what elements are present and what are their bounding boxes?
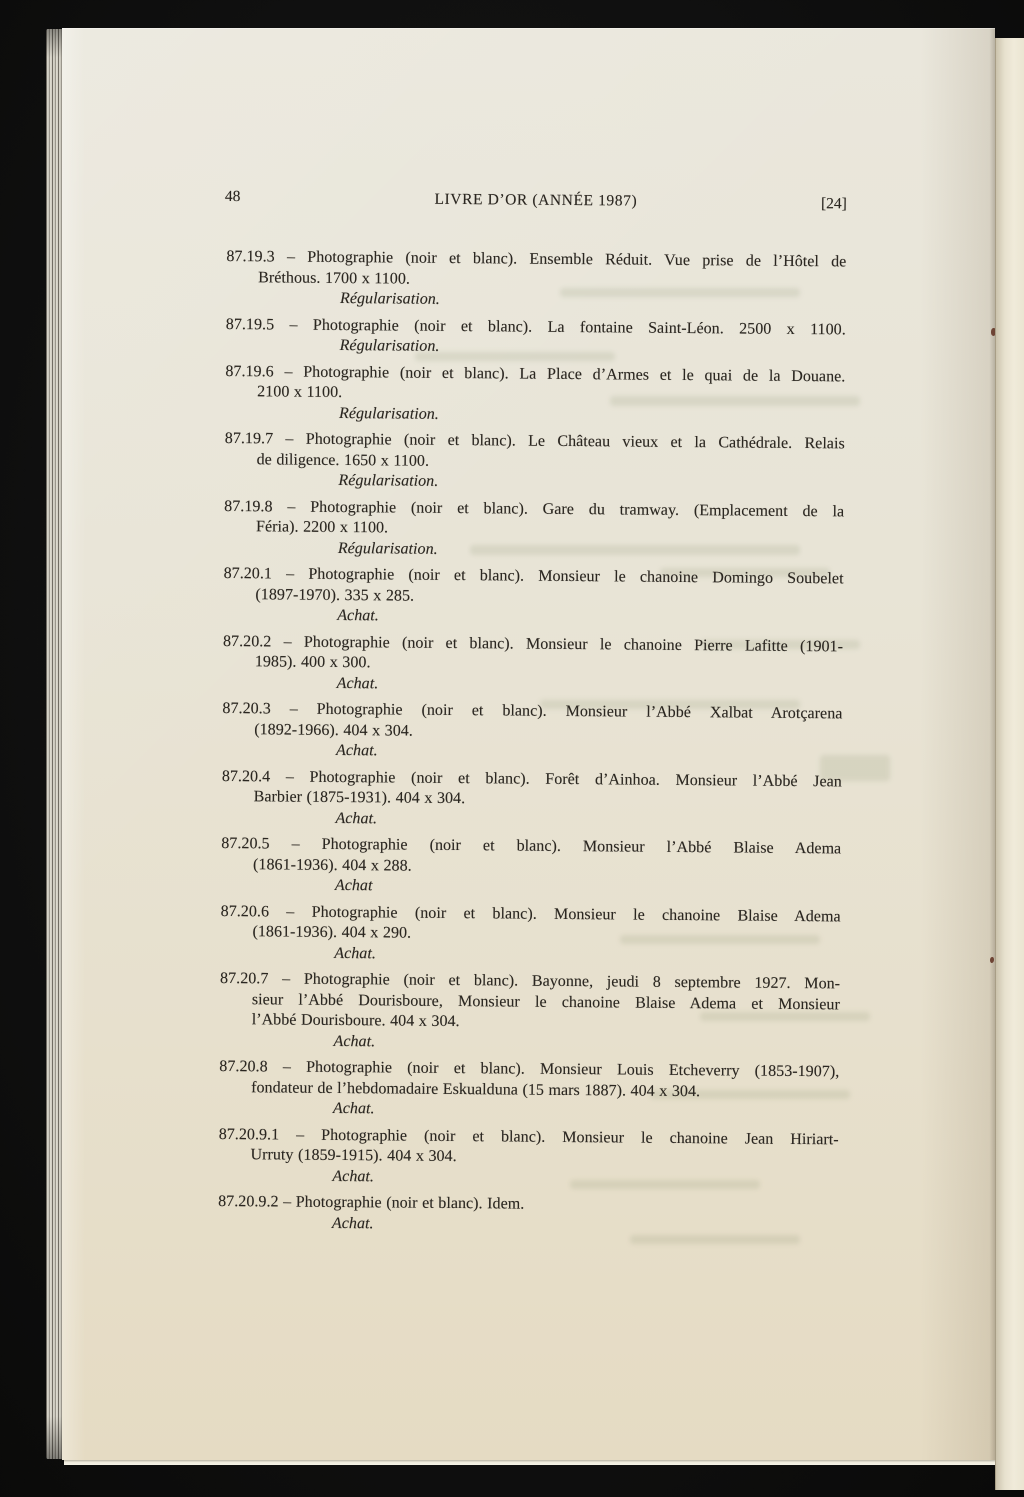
entry-description: Photographie (noir et blanc). Monsieur le chanoine Blaise Adema [311, 903, 841, 925]
entry-separator: – [268, 970, 304, 988]
entry-description: Photographie (noir et blanc). Monsieur Louis Etcheverry (1853-1907), [306, 1058, 840, 1081]
entry-line: 2100 x 1100. [257, 383, 343, 402]
catalog-entry [221, 834, 842, 901]
entry-acquisition-note: Achat. [335, 809, 378, 827]
entry-description: Photographie (noir et blanc). Monsieur le chanoine Domingo Soubelet [308, 565, 844, 588]
entry-description: Photographie (noir et blanc). Monsieur l’Abbé Xalbat Arotçarena [316, 700, 843, 723]
entry-number: 87.20.9.2 [218, 1192, 279, 1211]
entry-description: Photographie (noir et blanc). La Place d’Armes et le quai de la Douane. [303, 363, 846, 385]
entry-description: Photographie (noir et blanc). Monsieur l’Abbé Blaise Adema [321, 835, 842, 858]
page-number: 48 [224, 187, 241, 206]
entry-number: 87.20.2 [222, 632, 272, 650]
catalog-entry [223, 631, 844, 698]
entry-separator: – [270, 767, 310, 786]
entry-description: Photographie (noir et blanc). La fontaine Saint-Léon. 2500 x 1100. [312, 316, 846, 338]
entry-line: Féria). 2200 x 1100. [255, 518, 389, 537]
entry-acquisition-note: Achat. [334, 944, 377, 962]
entry-line: (1861-1936). 404 x 290. [252, 923, 412, 942]
entry-description: Photographie (noir et blanc). Gare du tramway. (Emplacement de la [310, 498, 845, 520]
catalog-entry [226, 247, 847, 314]
entry-acquisition-note: Achat. [332, 1167, 375, 1185]
entry-acquisition-note: Régularisation. [338, 471, 439, 490]
catalog-entry [222, 699, 843, 766]
entry-number: 87.20.8 [219, 1057, 268, 1076]
entry-line: (1892-1966). 404 x 304. [254, 720, 413, 740]
catalog-entry [219, 1057, 840, 1124]
entry-number: 87.20.6 [220, 902, 270, 920]
entry-separator: – [267, 1058, 307, 1076]
entry-number: 87.19.6 [225, 362, 274, 380]
entry-line: (1861-1936). 404 x 288. [253, 855, 412, 875]
catalog-entry [224, 496, 845, 563]
entry-number: 87.20.9.1 [218, 1125, 280, 1143]
printed-text-block [51, 27, 996, 1467]
entry-description: Photographie (noir et blanc). Ensemble Réduit. Vue prise de l’Hôtel de [307, 248, 847, 271]
column-reference: [24] [820, 195, 847, 213]
entry-number: 87.20.4 [221, 767, 271, 785]
entry-acquisition-note: Régularisation. [339, 336, 440, 355]
entry-acquisition-note: Achat. [333, 1032, 376, 1050]
entry-number: 87.19.5 [225, 315, 275, 333]
entry-separator: – [271, 565, 309, 583]
catalog-entry [224, 429, 845, 496]
entry-acquisition-note: Achat. [332, 1099, 375, 1118]
entry-number: 87.20.7 [220, 969, 269, 988]
entries-list [218, 247, 847, 1244]
entry-line: l’Abbé Dourisboure. 404 x 304. [251, 1011, 460, 1031]
entry-acquisition-note: Achat. [336, 741, 378, 760]
entry-acquisition-note: Régularisation. [338, 404, 439, 423]
entry-acquisition-note: Achat. [336, 674, 379, 692]
entry-acquisition-note: Achat. [337, 606, 379, 625]
entry-separator: – [269, 835, 322, 853]
catalog-entry [220, 901, 841, 968]
catalog-entry [221, 766, 842, 833]
entry-line: sieur l’Abbé Dourisboure, Monsieur le chanoine Blaise Adema et Monsieur [251, 990, 840, 1013]
entry-separator: – [274, 248, 308, 266]
entry-separator: – [278, 1193, 296, 1211]
entry-number: 87.19.7 [224, 429, 274, 448]
entry-separator: – [279, 1125, 322, 1144]
running-title: LIVRE D’OR (ANNÉE 1987) [434, 190, 638, 210]
entry-line: (1897-1970). 335 x 285. [255, 585, 415, 605]
entry-line: fondateur de l’hebdomadaire Eskualduna (15 mars 1887). 404 x 304. [251, 1078, 701, 1100]
entry-description: Photographie (noir et blanc). Idem. [295, 1193, 525, 1213]
entry-description: Photographie (noir et blanc). Forêt d’Ainhoa. Monsieur l’Abbé Jean [309, 768, 842, 790]
catalog-entry [225, 361, 846, 428]
entry-separator: – [273, 430, 306, 448]
entry-description: Photographie (noir et blanc). Monsieur le chanoine Pierre Lafitte (1901- [303, 633, 844, 655]
entry-separator: – [274, 315, 314, 334]
catalog-entry [218, 1192, 838, 1238]
entry-line: Barbier (1875-1931). 404 x 304. [253, 788, 466, 808]
catalog-entry [218, 1124, 839, 1191]
page-header [225, 188, 847, 213]
entry-line [226, 314, 846, 340]
entry-number: 87.19.3 [226, 247, 275, 266]
entry-line: Urruty (1859-1915). 404 x 304. [250, 1146, 457, 1166]
catalog-entry [223, 564, 844, 631]
entry-separator: – [268, 902, 312, 921]
entry-line [218, 1192, 838, 1218]
entry-number: 87.20.1 [223, 564, 273, 583]
entry-description: Photographie (noir et blanc). Monsieur le chanoine Jean Hiriart- [321, 1126, 839, 1148]
entry-line: Bréthous. 1700 x 1100. [258, 268, 411, 288]
entry-separator: – [272, 497, 311, 516]
entry-acquisition-note: Achat. [331, 1214, 374, 1232]
entry-acquisition-note: Régularisation. [337, 539, 438, 558]
entry-number: 87.20.3 [222, 699, 271, 718]
next-page-edge [995, 38, 1024, 1490]
catalog-entry [219, 969, 840, 1056]
book-page [62, 28, 995, 1460]
entry-line: de diligence. 1650 x 1100. [256, 450, 430, 470]
entry-acquisition-note: Régularisation. [339, 289, 440, 308]
catalog-entry [226, 314, 846, 360]
foxing-speck [990, 957, 994, 963]
entry-acquisition-note: Achat [334, 876, 373, 895]
entry-description: Photographie (noir et blanc). Le Château vieux et la Cathédrale. Relais [305, 430, 845, 453]
entry-line: 1985). 400 x 300. [254, 653, 371, 672]
entry-separator: – [273, 362, 304, 381]
entry-number: 87.19.8 [224, 497, 273, 515]
entry-separator: – [271, 632, 304, 651]
entry-separator: – [270, 700, 317, 718]
entry-description: Photographie (noir et blanc). Bayonne, jeudi 8 septembre 1927. Mon- [303, 970, 841, 993]
entry-number: 87.20.5 [221, 834, 270, 853]
